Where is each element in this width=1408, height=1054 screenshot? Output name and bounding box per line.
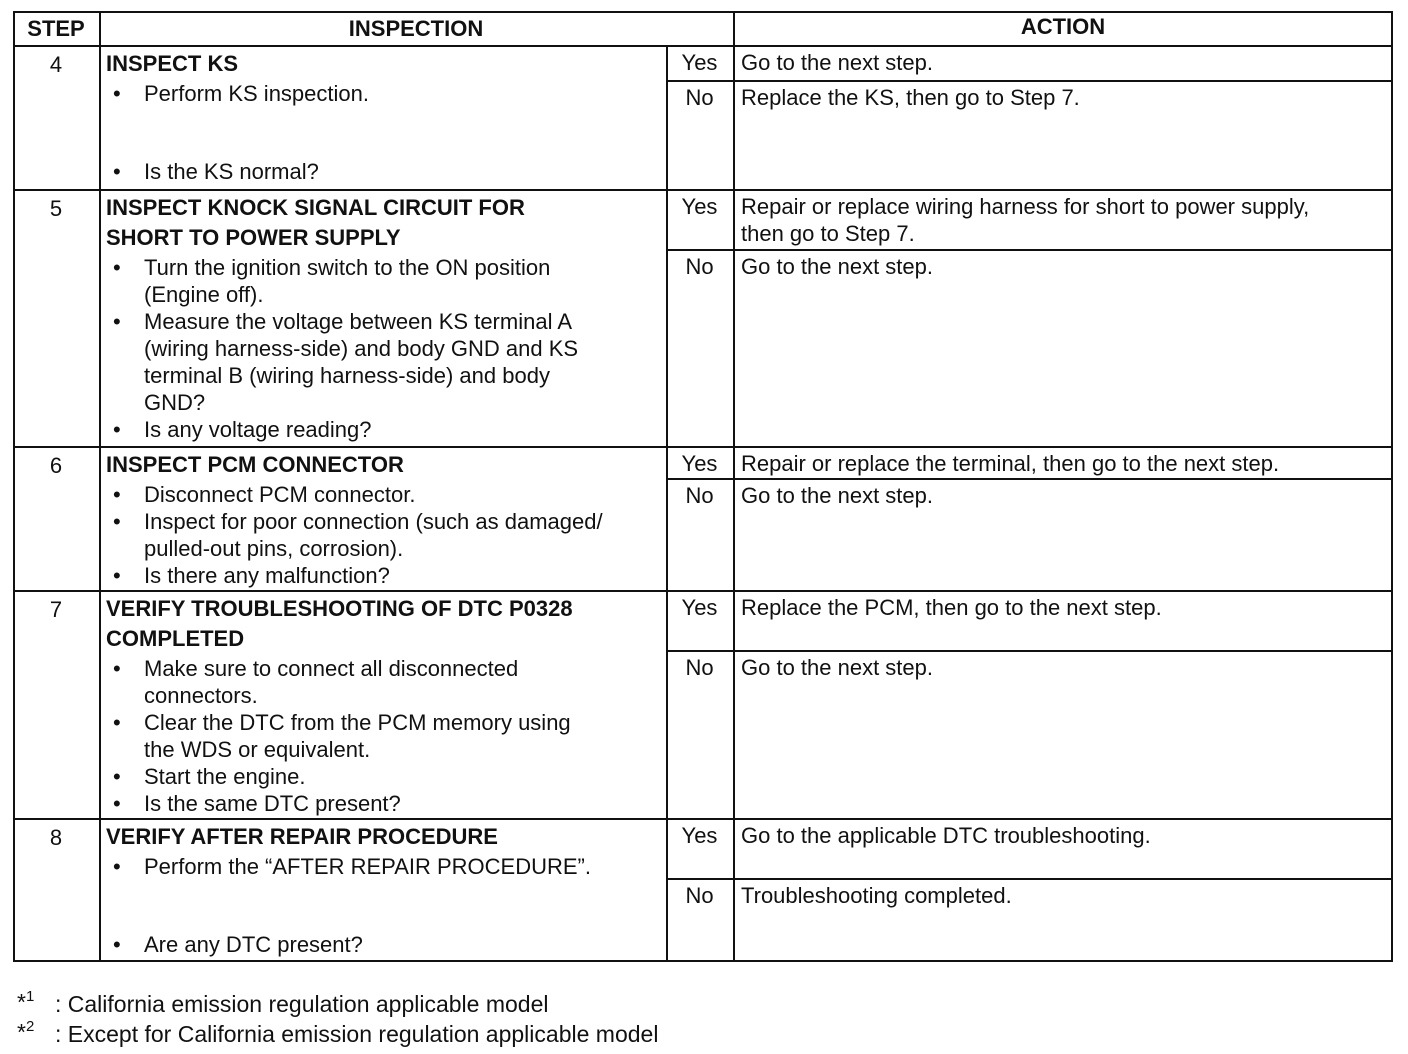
footnote-number: 1 [25,988,35,1005]
inspection-step-text: pulled-out pins, corrosion). [144,536,404,561]
inspection-step-text: Make sure to connect all disconnected [144,656,519,681]
bullet-dot: • [113,309,121,334]
inspection-title: INSPECT KS [106,51,239,76]
bullet-dot: • [113,482,121,507]
bullet-dot: • [113,255,121,280]
footnote-text: : California emission regulation applicable model [55,991,549,1017]
inspection-step-text: Measure the voltage between KS terminal A [144,309,573,334]
bullet-dot: • [113,509,121,534]
inspection-title: INSPECT PCM CONNECTOR [106,452,404,477]
inspection-step-text: Start the engine. [144,764,306,789]
header-divider [13,45,1393,47]
header-step: STEP [27,16,85,41]
yes-no-divider [666,80,1393,82]
footnote-mark: *$^2$ [17,1018,35,1045]
step-number: 8 [49,825,63,850]
inspection-step-text: Clear the DTC from the PCM memory using [144,710,571,735]
inspection-step-text: Is the same DTC present? [144,791,401,816]
bullet-dot: • [113,417,121,442]
yes-action-text: then go to Step 7. [741,221,915,246]
row-divider [13,189,1393,191]
step-number: 7 [49,597,63,622]
inspection-step-text: Is any voltage reading? [144,417,372,442]
inspection-step-text: Inspect for poor connection (such as damaged/ [144,509,603,534]
inspection-title: SHORT TO POWER SUPPLY [106,225,401,250]
yes-no-divider [666,478,1393,480]
bullet-dot: • [113,710,121,735]
inspection-title: INSPECT KNOCK SIGNAL CIRCUIT FOR [106,195,525,220]
inspection-step-text: Is there any malfunction? [144,563,390,588]
inspection-step-text: terminal B (wiring harness-side) and body [144,363,550,388]
row-divider [13,590,1393,592]
step-number: 6 [49,453,63,478]
bullet-dot: • [113,81,121,106]
no-label: No [685,883,714,908]
yes-no-divider [666,878,1393,880]
yes-action-text: Repair or replace wiring harness for short to power supply, [741,194,1310,219]
inspection-step-text: (Engine off). [144,282,264,307]
bullet-dot: • [113,854,121,879]
no-action-text: Troubleshooting completed. [741,883,1012,908]
yes-action-text: Go to the next step. [741,50,934,75]
footnote-text: : Except for California emission regulation applicable model [55,1021,659,1047]
inspection-step-text: Disconnect PCM connector. [144,482,416,507]
step-number: 4 [49,52,63,77]
yes-action-text: Go to the applicable DTC troubleshooting. [741,823,1151,848]
footnote-mark: *$^1$ [17,988,35,1015]
yes-label: Yes [681,50,718,75]
inspection-title: VERIFY TROUBLESHOOTING OF DTC P0328 [106,596,573,621]
inspection-step-text: Turn the ignition switch to the ON position [144,255,551,280]
yes-no-divider [666,650,1393,652]
bullet-dot: • [113,764,121,789]
bullet-dot: • [113,656,121,681]
inspection-step-text: Perform KS inspection. [144,81,369,106]
no-action-text: Replace the KS, then go to Step 7. [741,85,1080,110]
bullet-dot: • [113,932,121,957]
inspection-title: VERIFY AFTER REPAIR PROCEDURE [106,824,498,849]
column-divider-yesno [666,189,668,446]
footnote-number: 2 [25,1018,35,1035]
row-divider [13,818,1393,820]
row-divider [13,446,1393,448]
no-label: No [685,655,714,680]
header-action: ACTION [1020,14,1106,39]
yes-action-text: Replace the PCM, then go to the next step. [741,595,1162,620]
no-action-text: Go to the next step. [741,655,934,680]
column-divider-yesno [666,590,668,818]
inspection-step-text: connectors. [144,683,258,708]
inspection-step-text: (wiring harness-side) and body GND and KS [144,336,579,361]
inspection-step-text: Perform the “AFTER REPAIR PROCEDURE”. [144,854,591,879]
yes-no-divider [666,249,1393,251]
yes-label: Yes [681,595,718,620]
yes-label: Yes [681,451,718,476]
bullet-dot: • [113,791,121,816]
yes-label: Yes [681,823,718,848]
no-label: No [685,85,714,110]
no-action-text: Go to the next step. [741,254,934,279]
inspection-step-text: Are any DTC present? [144,932,363,957]
yes-action-text: Repair or replace the terminal, then go to the next step. [741,451,1280,476]
inspection-step-text: Is the KS normal? [144,159,319,184]
no-label: No [685,254,714,279]
no-action-text: Go to the next step. [741,483,934,508]
bullet-dot: • [113,563,121,588]
bullet-dot: • [113,159,121,184]
inspection-step-text: the WDS or equivalent. [144,737,371,762]
header-inspection: INSPECTION [348,16,484,41]
inspection-step-text: GND? [144,390,206,415]
step-number: 5 [49,196,63,221]
yes-label: Yes [681,194,718,219]
no-label: No [685,483,714,508]
inspection-title: COMPLETED [106,626,245,651]
